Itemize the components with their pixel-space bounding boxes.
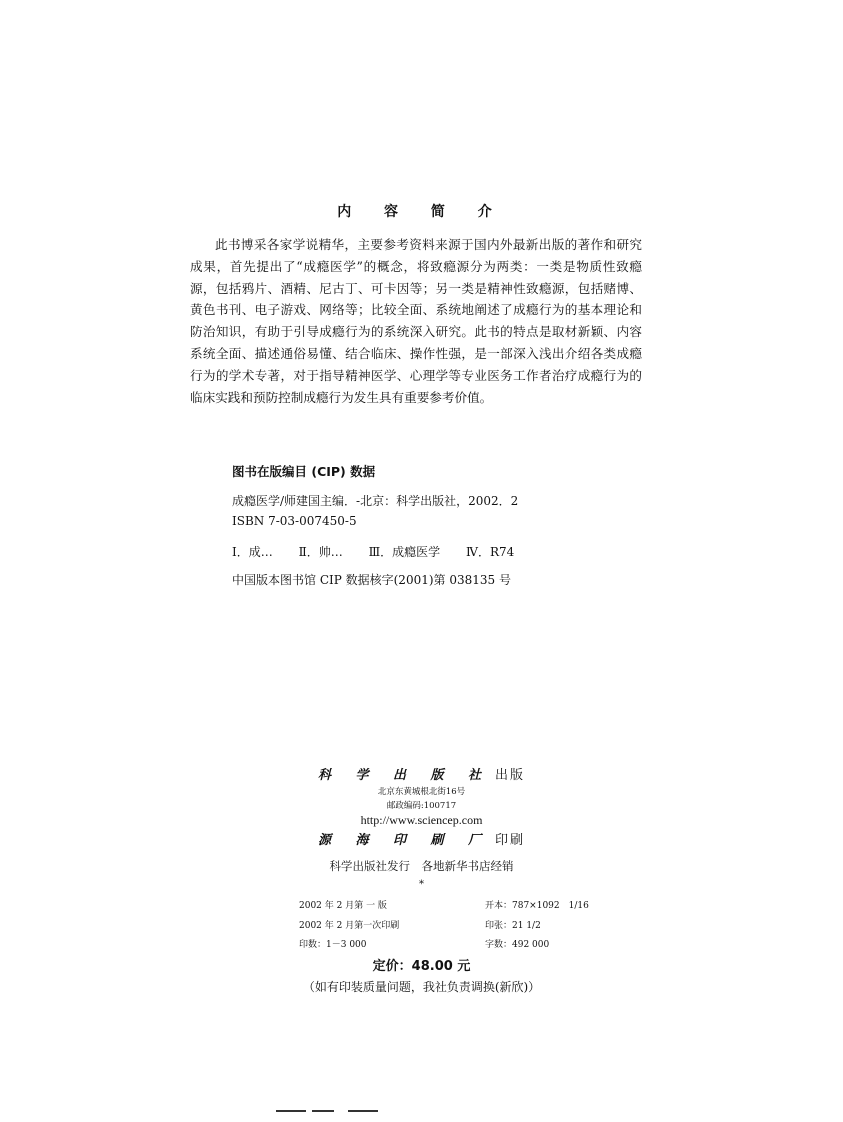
printer-suffix: 印刷 xyxy=(495,833,526,848)
scan-artifact-1 xyxy=(276,1110,306,1112)
cip-record-number: 中国版本图书馆 CIP 数据核字(2001)第 038135 号 xyxy=(232,573,511,587)
publisher-address: 北京东黄城根北街16号 xyxy=(377,787,466,797)
cip-class-3: Ⅲ．成瘾医学 xyxy=(368,545,441,559)
sheets-info: 印张：21 1/2 xyxy=(485,921,541,931)
cip-class-2: Ⅱ．帅… xyxy=(298,545,343,559)
publisher-url: http://www.sciencep.com xyxy=(360,813,483,827)
intro-heading: 内 容 简 介 xyxy=(337,204,506,220)
scan-artifact-3 xyxy=(348,1110,378,1112)
publisher-postcode: 邮政编码:100717 xyxy=(386,801,457,811)
cip-isbn: ISBN 7-03-007450-5 xyxy=(232,514,357,528)
cip-title-line: 成瘾医学/师建国主编．-北京：科学出版社，2002．2 xyxy=(232,494,519,508)
printing-info: 2002 年 2 月第一次印刷 xyxy=(299,921,400,931)
printer-line xyxy=(0,829,843,848)
scan-artifact-2 xyxy=(312,1110,334,1112)
cip-classification xyxy=(232,543,536,560)
distribution-line: 科学出版社发行 各地新华书店经销 xyxy=(329,859,514,873)
price: 定价：48.00 元 xyxy=(372,959,471,974)
publisher-name: 科 学 出 版 社 xyxy=(317,768,492,783)
cip-heading: 图书在版编目 (CIP) 数据 xyxy=(232,464,376,479)
quality-note: （如有印装质量问题，我社负责调换(新欣)） xyxy=(302,980,541,994)
copies-info: 印数：1－3 000 xyxy=(299,940,367,950)
publisher-line xyxy=(0,764,843,783)
printer-name: 源 海 印 刷 厂 xyxy=(317,833,492,848)
words-info: 字数：492 000 xyxy=(485,940,550,950)
separator-star: * xyxy=(419,879,424,890)
edition-info: 2002 年 2 月第 一 版 xyxy=(299,901,387,911)
format-info: 开本：787×1092 1/16 xyxy=(485,901,589,911)
publisher-suffix: 出版 xyxy=(495,768,526,783)
cip-class-1: Ⅰ．成… xyxy=(232,545,273,559)
cip-class-4: Ⅳ．R74 xyxy=(465,545,515,559)
intro-body: 此书博采各家学说精华，主要参考资料来源于国内外最新出版的著作和研究成果，首先提出了“成瘾医学”的概念，将致瘾源分为两类：一类是物质性致瘾源，包括鸦片、酒精、尼古丁、可卡因等；另一类是精神性致瘾源，包括赌博、黄色书刊、电子游戏、网络等；比较全面、系统地阐述了成瘾行为的基本理论和防治知识，有助于引导成瘾行为的系统深入研究。此书的特点是取材新颖、内容系统全面、描述通俗易懂、结合临床、操作性强，是一部深入浅出介绍各类成瘾行为的学术专著，对于指导精神医学、心理学等专业医务工作者治疗成瘾行为的临床实践和预防控制成瘾行为发生具有重要参考价值。 xyxy=(190,237,642,405)
